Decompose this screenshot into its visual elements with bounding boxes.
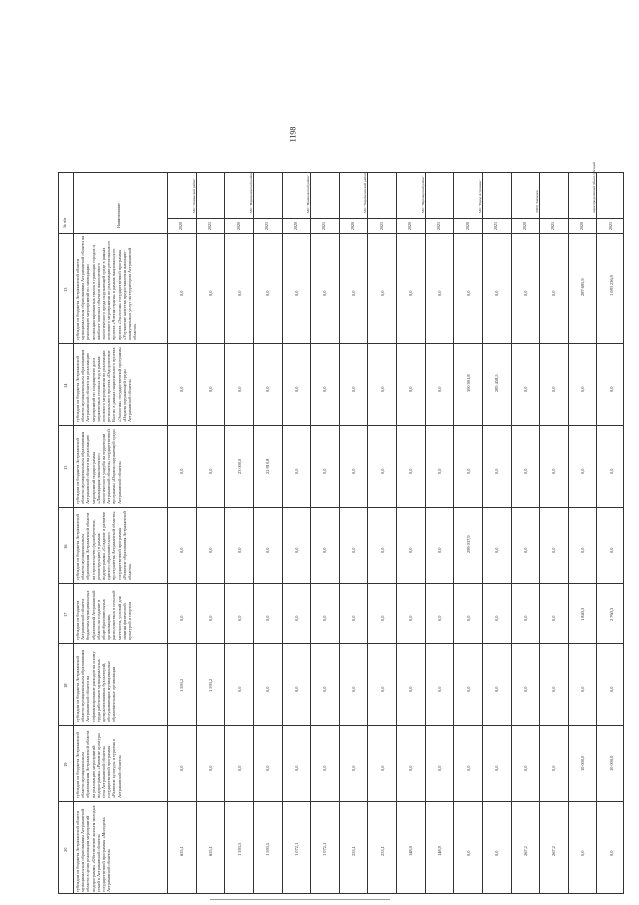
table-cell: 0,0 <box>522 765 528 771</box>
table-cell: 0,0 <box>608 547 614 553</box>
table-cell: 0,0 <box>608 686 614 692</box>
table-cell: 1 593,2 <box>179 678 185 692</box>
table-cell: 0,0 <box>580 686 586 692</box>
table-cell: 0,0 <box>351 615 357 621</box>
table-cell: 0,0 <box>522 386 528 392</box>
header-year: 2020 <box>407 222 413 230</box>
table-cell: 0,0 <box>408 615 414 621</box>
table-cell: 0,0 <box>580 386 586 392</box>
row-description: субсидии из бюджета Астраханской области муниципальным образованиям Астраханской области на реализацию мероприятий по сокращению доли загрязненных сточных вод в рамках основного мероприятия по реализации регионального проекта «Оздоровление Волги» в рамках национального проекта «Экология» государственной программы «Охрана окружающей среды Астраханской области» <box>75 347 133 422</box>
table-cell: 1 593,2 <box>207 678 213 692</box>
table-cell: 0,0 <box>379 765 385 771</box>
table-cell: 0,0 <box>379 615 385 621</box>
table-cell: 253,1 <box>351 846 357 856</box>
table-cell: 0,0 <box>265 686 271 692</box>
row-number: 16 <box>63 544 68 549</box>
table-cell: 0,0 <box>494 615 500 621</box>
table-cell: 0,0 <box>494 850 500 856</box>
row-description: субсидии из бюджета Астраханской области муниципальным образованиям Астраханской области на строительство (приобретение, реконструкцию) в рамках подпрограммы «Создание и развитие единого образовательного пространства Астраханской области» государственной программы «Развитие образования Астраханской области» <box>75 511 133 580</box>
table-cell: 0,0 <box>236 615 242 621</box>
table-cell: 0,0 <box>322 765 328 771</box>
table-cell: 0,0 <box>265 386 271 392</box>
table-cell: 0,0 <box>179 290 185 296</box>
table-cell: 0,0 <box>580 547 586 553</box>
table-cell: 0,0 <box>436 468 442 474</box>
table-cell: 0,0 <box>322 615 328 621</box>
table-cell: 0,0 <box>236 686 242 692</box>
row-number: 13 <box>63 287 68 292</box>
table-cell: 0,0 <box>379 468 385 474</box>
table-cell: 0,0 <box>265 615 271 621</box>
header-name: Наименование <box>116 203 121 228</box>
table-cell: 0,0 <box>322 468 328 474</box>
table-cell: 0,0 <box>436 615 442 621</box>
table-cell: 0,0 <box>265 547 271 553</box>
table-cell: 0,0 <box>465 615 471 621</box>
table-cell: 655,1 <box>207 846 213 856</box>
table-cell: 0,0 <box>293 290 299 296</box>
table-cell: 0,0 <box>608 468 614 474</box>
table-cell: 0,0 <box>236 765 242 771</box>
row-description: субсидии из бюджета Астраханской области бюджетам муниципальных образований Астраханской области на создание в общеобразовательных организациях, расположенных в сельской местности, условий для занятия физической культурой и спортом <box>75 590 133 640</box>
row-number: 14 <box>63 383 68 388</box>
table-cell: 1 593,5 <box>265 842 271 856</box>
table-cell: 285 458,5 <box>494 374 500 392</box>
table-cell: 0,0 <box>551 615 557 621</box>
header-year: 2021 <box>493 222 499 230</box>
table-cell: 267,2 <box>551 846 557 856</box>
header-group: МО "Город Астрахань" <box>477 179 482 213</box>
table-cell: 0,0 <box>293 615 299 621</box>
footer-rule <box>210 899 330 900</box>
table-cell: 23 000,0 <box>236 458 242 474</box>
table-cell: 655,1 <box>179 846 185 856</box>
row-description: субсидии из бюджета Астраханской области муниципальным образованиям Астраханской области в целях реализации мероприятий подпрограммы «Обеспечение жильем молодых семей в Астраханской области» государственной программы «Молодежь Астраханской области» <box>75 805 112 892</box>
header-group: МО "Лиманский район" <box>191 178 196 213</box>
table-cell: 0,0 <box>408 765 414 771</box>
table-cell: 0,0 <box>580 468 586 474</box>
table-cell: 0,0 <box>436 290 442 296</box>
table-cell: 0,0 <box>207 547 213 553</box>
table-cell: 0,0 <box>408 468 414 474</box>
table-cell: 148,9 <box>408 846 414 856</box>
table-cell: 0,0 <box>207 290 213 296</box>
header-year: 2020 <box>521 222 527 230</box>
table-cell: 0,0 <box>351 686 357 692</box>
header-group: МО "Харабалинский район" <box>363 172 368 213</box>
table-cell: 0,0 <box>293 386 299 392</box>
table-cell: 267,2 <box>522 846 528 856</box>
table-cell: 0,0 <box>408 290 414 296</box>
table-cell: 1 840,3 <box>580 607 586 621</box>
table-cell: 0,0 <box>322 547 328 553</box>
table-cell: 0,0 <box>179 547 185 553</box>
table-cell: 0,0 <box>494 290 500 296</box>
header-group: МО "Черноярский район" <box>420 175 425 213</box>
table-cell: 0,0 <box>322 290 328 296</box>
table-cell: 148,9 <box>436 846 442 856</box>
table-cell: 0,0 <box>436 686 442 692</box>
table-cell: 0,0 <box>522 290 528 296</box>
table-cell: 299 037,9 <box>465 535 471 553</box>
table-cell: 0,0 <box>551 547 557 553</box>
table-cell: 0,0 <box>379 290 385 296</box>
table-cell: 0,0 <box>608 386 614 392</box>
header-year: 2020 <box>235 222 241 230</box>
table-cell: 0,0 <box>522 686 528 692</box>
header-year: 2020 <box>579 222 585 230</box>
table-cell: 0,0 <box>351 386 357 392</box>
table-cell: 0,0 <box>179 765 185 771</box>
header-group: МО "Наримановский район" <box>248 171 253 213</box>
table-cell: 0,0 <box>351 468 357 474</box>
table-cell: 0,0 <box>436 386 442 392</box>
table-cell: 0,0 <box>236 547 242 553</box>
row-number: 17 <box>63 612 68 617</box>
table-cell: 0,0 <box>179 468 185 474</box>
table-cell: 0,0 <box>436 765 442 771</box>
table-cell: 1 072,1 <box>293 842 299 856</box>
table-cell: 10 000,0 <box>608 755 614 771</box>
header-year: 2021 <box>607 222 613 230</box>
table-cell: 0,0 <box>408 547 414 553</box>
header-year: 2020 <box>464 222 470 230</box>
table-cell: 0,0 <box>265 290 271 296</box>
table-cell: 0,0 <box>580 850 586 856</box>
table-cell: 2 760,3 <box>608 607 614 621</box>
table-cell: 0,0 <box>408 386 414 392</box>
table-cell: 0,0 <box>179 386 185 392</box>
header-year: 2020 <box>292 222 298 230</box>
header-year: 2020 <box>178 222 184 230</box>
table-cell: 0,0 <box>236 386 242 392</box>
header-group: нераспределенный объем субсидий <box>592 161 597 213</box>
table-cell: 0,0 <box>351 765 357 771</box>
table-cell: 0,0 <box>551 386 557 392</box>
header-year: 2020 <box>350 222 356 230</box>
table-cell: 1 072,1 <box>322 842 328 856</box>
table-cell: 0,0 <box>207 468 213 474</box>
table-cell: 0,0 <box>608 850 614 856</box>
table-cell: 0,0 <box>465 765 471 771</box>
table-cell: 0,0 <box>436 547 442 553</box>
table-cell: 0,0 <box>293 547 299 553</box>
header-group: МО "Приволжский район" <box>306 174 311 213</box>
table-cell: 0,0 <box>408 686 414 692</box>
table-cell: 0,0 <box>551 686 557 692</box>
subsidy-table <box>58 161 624 894</box>
table-cell: 0,0 <box>293 765 299 771</box>
table-cell: 0,0 <box>465 290 471 296</box>
table-cell: 0,0 <box>522 468 528 474</box>
table-cell: 0,0 <box>379 686 385 692</box>
header-year: 2021 <box>550 222 556 230</box>
table-cell: 0,0 <box>465 468 471 474</box>
header-year: 2021 <box>264 222 270 230</box>
table-cell: 287 695,9 <box>580 278 586 296</box>
table-cell: 0,0 <box>207 765 213 771</box>
table-cell: 0,0 <box>522 615 528 621</box>
table-cell: 1 593,5 <box>236 842 242 856</box>
row-description: субсидии из бюджета Астраханской области муниципальным образованиям Астраханской области на реализацию мероприятий подпрограммы «Ликвидация накопленного экологического ущерба на территории Астраханской области» государственной программы «Охрана окружающей среды Астраханской области» <box>75 429 122 504</box>
table-cell: 0,0 <box>322 386 328 392</box>
row-description: субсидии из бюджета Астраханской области муниципальным образованиям Астраханской области на реализацию мероприятий подпрограммы «Развитие культуры села Астраханской области» государственной программы «Развитие культуры и туризма в Астраханской области» <box>75 730 122 798</box>
header-year: 2021 <box>378 222 384 230</box>
table-cell: 0,0 <box>522 547 528 553</box>
table-cell: 10 000,0 <box>580 755 586 771</box>
footer-rule <box>330 899 390 900</box>
table-cell: 0,0 <box>494 547 500 553</box>
table-cell: 0,0 <box>551 468 557 474</box>
table-cell: 0,0 <box>494 468 500 474</box>
table-cell: 0,0 <box>322 686 328 692</box>
table-cell: 0,0 <box>351 547 357 553</box>
header-year: 2021 <box>321 222 327 230</box>
page-number: 1198 <box>288 126 298 143</box>
header-no: № п/п <box>62 217 67 228</box>
row-description: субсидии из бюджета Астраханской области муниципальным образованиям Астраханской области на софинансирование расходов на оплату труда работников муниципальных централизованных бухгалтерий, обслуживающих муниципальные образовательные организации <box>75 649 117 722</box>
table-cell: 0,0 <box>207 386 213 392</box>
row-number: 20 <box>63 847 68 852</box>
table-cell: 0,0 <box>551 290 557 296</box>
table-cell: 0,0 <box>551 765 557 771</box>
table-cell: 0,0 <box>265 765 271 771</box>
table-cell: 1 083 236,9 <box>608 275 614 296</box>
table-cell: 0,0 <box>207 615 213 621</box>
table-cell: 0,0 <box>293 468 299 474</box>
row-number: 15 <box>63 465 68 470</box>
table-cell: 300 901,8 <box>465 374 471 392</box>
table-cell: 0,0 <box>293 686 299 692</box>
table-cell: 0,0 <box>379 386 385 392</box>
header-group: ЗАТО Знаменск <box>535 190 540 213</box>
row-number: 18 <box>63 683 68 688</box>
table-cell: 253,1 <box>379 846 385 856</box>
table-cell: 0,0 <box>236 290 242 296</box>
table-cell: 0,0 <box>179 615 185 621</box>
header-year: 2021 <box>206 222 212 230</box>
table-cell: 0,0 <box>494 686 500 692</box>
table-cell: 0,0 <box>351 290 357 296</box>
table-cell: 0,0 <box>465 686 471 692</box>
table-cell: 22 810,8 <box>265 458 271 474</box>
table-cell: 0,0 <box>379 547 385 553</box>
table-cell: 0,0 <box>465 850 471 856</box>
row-number: 19 <box>63 762 68 767</box>
row-description: субсидии из бюджета Астраханской области муниципальным образованиям Астраханской области на реализацию мероприятий по ликвидации несанкционированных свалок в границах городов и наиболее опасных объектов накопленного экологического вреда окружающей среде в рамках основного мероприятия по реализации регионального проекта «Чистая страна» в рамках национального проекта «Экология» государственной программы «Улучшение качества предоставления жилищно-коммунальных услуг на территории Астраханской области» <box>75 236 138 340</box>
header-year: 2021 <box>435 222 441 230</box>
table-cell: 0,0 <box>494 765 500 771</box>
